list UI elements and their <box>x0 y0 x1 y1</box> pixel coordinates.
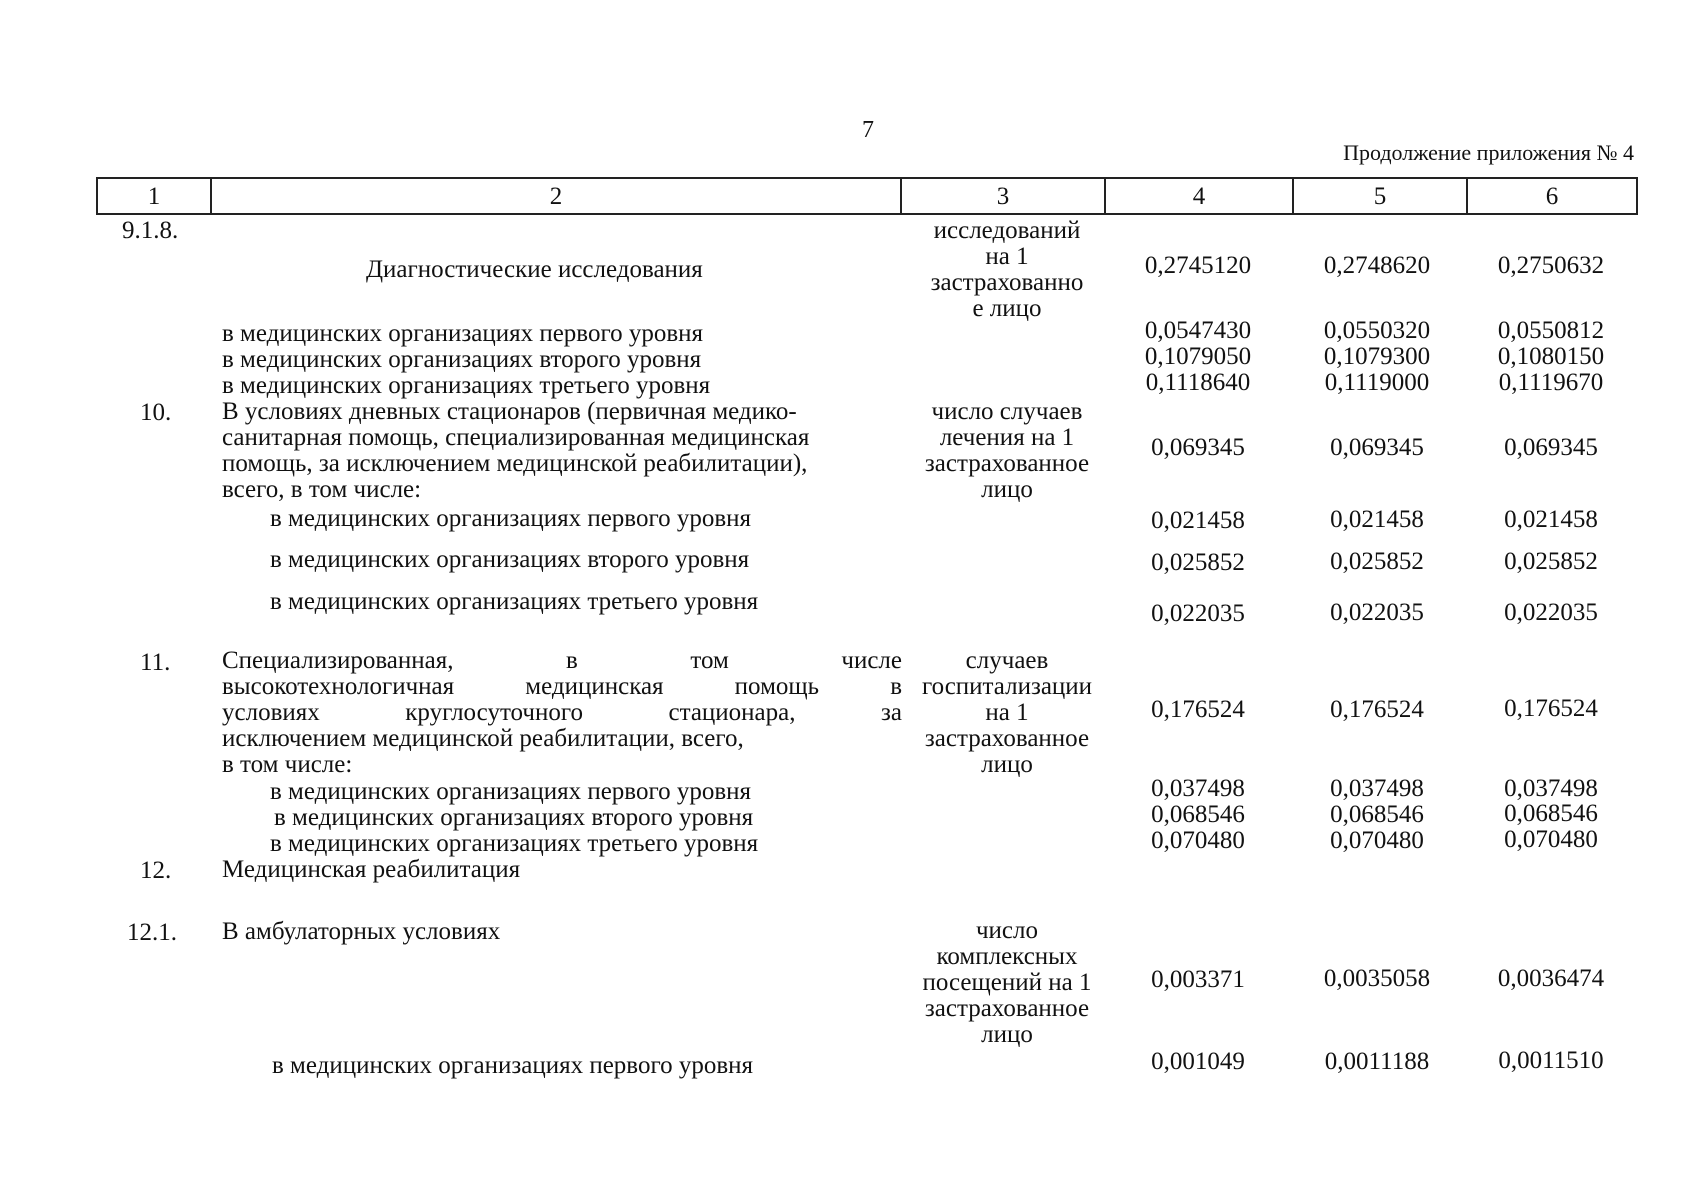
value-col-4: 0,2745120 <box>1144 252 1252 279</box>
value-col-5: 0,0035058 <box>1323 965 1431 992</box>
header-col-3: 3 <box>902 179 1106 213</box>
value-col-6: 0,0036474 <box>1497 965 1605 992</box>
unit-cell <box>902 918 1112 1048</box>
value-col-5: 0,176524 <box>1330 696 1424 723</box>
value-col-4: 0,068546 <box>1151 801 1245 828</box>
value-col-6: 0,068546 <box>1504 800 1598 827</box>
value-col-4: 0,025852 <box>1151 549 1245 576</box>
row-name-line: санитарная помощь, специализированная медицинская <box>222 424 810 451</box>
unit-cell <box>902 218 1112 322</box>
unit-line: исследований <box>933 217 1081 244</box>
unit-line: комплексных <box>936 943 1078 970</box>
value-col-4: 0,1079050 <box>1144 343 1252 370</box>
value-col-5: 0,0550320 <box>1323 317 1431 344</box>
row-name: в медицинских организациях первого уровня <box>272 1052 754 1079</box>
header-col-5: 5 <box>1294 179 1468 213</box>
row-name: в медицинских организациях первого уровня <box>222 320 704 347</box>
unit-line: число <box>975 917 1039 944</box>
value-col-4: 0,176524 <box>1151 696 1245 723</box>
value-col-6: 0,037498 <box>1504 775 1598 802</box>
value-col-4: 0,001049 <box>1151 1048 1245 1075</box>
row-name: В амбулаторных условиях <box>222 918 501 945</box>
unit-line: лицо <box>981 476 1033 503</box>
row-name: Медицинская реабилитация <box>222 856 521 883</box>
unit-line: лицо <box>981 1021 1033 1048</box>
value-col-4: 0,021458 <box>1151 507 1245 534</box>
value-col-6: 0,1080150 <box>1497 343 1605 370</box>
row-name: в медицинских организациях второго уровня <box>270 546 750 573</box>
row-name <box>222 648 902 778</box>
value-col-5: 0,1119000 <box>1324 369 1430 396</box>
value-col-4: 0,070480 <box>1151 827 1245 854</box>
unit-line: застрахованное <box>924 995 1090 1022</box>
header-col-1: 1 <box>98 179 212 213</box>
row-name: в медицинских организациях второго уровня <box>222 346 702 373</box>
value-col-6: 0,025852 <box>1504 548 1598 575</box>
value-col-6: 0,022035 <box>1504 599 1598 626</box>
value-col-5: 0,0011188 <box>1324 1048 1430 1075</box>
row-name-line: исключением медицинской реабилитации, всего, <box>222 725 744 752</box>
value-col-6: 0,1119670 <box>1498 369 1604 396</box>
value-col-5: 0,069345 <box>1330 434 1424 461</box>
value-col-6: 0,0011510 <box>1498 1047 1604 1074</box>
row-name-line: всего, в том числе: <box>222 476 422 503</box>
page-number: 7 <box>862 117 874 143</box>
row-name: в медицинских организациях третьего уровня <box>270 588 759 615</box>
unit-line: случаев <box>965 647 1049 674</box>
unit-line: на 1 <box>985 699 1029 726</box>
value-col-4: 0,1118640 <box>1145 369 1251 396</box>
row-number: 11. <box>140 649 171 676</box>
value-col-6: 0,069345 <box>1504 434 1598 461</box>
header-col-6: 6 <box>1545 182 1559 210</box>
unit-line: застрахованное <box>924 725 1090 752</box>
row-name: Диагностические исследования <box>366 256 703 283</box>
value-col-6: 0,021458 <box>1504 506 1598 533</box>
value-col-4: 0,022035 <box>1151 600 1245 627</box>
row-name-line: в том числе: <box>222 751 353 778</box>
value-col-5: 0,2748620 <box>1323 252 1431 279</box>
row-name-line: Специализированная, в том числе <box>222 647 902 674</box>
value-col-4: 0,0547430 <box>1144 317 1252 344</box>
value-col-5: 0,070480 <box>1330 827 1424 854</box>
value-col-5: 0,022035 <box>1330 599 1424 626</box>
value-col-5: 0,068546 <box>1330 801 1424 828</box>
unit-line: застрахованно <box>930 269 1084 296</box>
row-name: в медицинских организациях второго уровня <box>274 804 754 831</box>
row-name-line: высокотехнологичная медицинская помощь в <box>222 673 902 700</box>
table-header-row <box>96 177 1638 215</box>
value-col-5: 0,037498 <box>1330 775 1424 802</box>
value-col-6: 0,176524 <box>1504 695 1598 722</box>
header-col-4: 4 <box>1106 179 1294 213</box>
value-col-5: 0,025852 <box>1330 548 1424 575</box>
row-name: в медицинских организациях третьего уровня <box>222 372 711 399</box>
row-name: в медицинских организациях третьего уровня <box>270 830 759 857</box>
unit-line: лицо <box>981 751 1033 778</box>
row-name-line: В условиях дневных стационаров (первичная медико- <box>222 398 797 425</box>
unit-line: посещений на 1 <box>922 969 1092 996</box>
value-col-6: 0,070480 <box>1504 826 1598 853</box>
header-col-2: 2 <box>212 179 902 213</box>
row-name-line: условиях круглосуточного стационара, за <box>222 699 902 726</box>
row-number: 12.1. <box>127 919 177 946</box>
unit-line: застрахованное <box>924 450 1090 477</box>
value-col-5: 0,1079300 <box>1323 343 1431 370</box>
unit-line: лечения на 1 <box>939 424 1075 451</box>
unit-line: число случаев <box>931 398 1083 425</box>
value-col-5: 0,021458 <box>1330 506 1424 533</box>
row-number: 10. <box>140 399 172 426</box>
unit-cell <box>902 648 1112 778</box>
row-name <box>222 399 809 503</box>
row-name-line: помощь, за исключением медицинской реабилитации), <box>222 450 808 477</box>
row-name: в медицинских организациях первого уровня <box>270 778 752 805</box>
value-col-4: 0,003371 <box>1151 966 1245 993</box>
row-number: 9.1.8. <box>122 217 179 244</box>
value-col-6: 0,0550812 <box>1497 317 1605 344</box>
value-col-6: 0,2750632 <box>1497 252 1605 279</box>
row-name: в медицинских организациях первого уровня <box>270 505 752 532</box>
unit-line: е лицо <box>972 295 1042 322</box>
continuation-caption: Продолжение приложения № 4 <box>1343 140 1634 165</box>
row-number: 12. <box>140 857 172 884</box>
unit-cell <box>902 399 1112 503</box>
value-col-4: 0,037498 <box>1151 775 1245 802</box>
unit-line: на 1 <box>985 243 1029 270</box>
value-col-4: 0,069345 <box>1151 434 1245 461</box>
unit-line: госпитализации <box>921 673 1093 700</box>
